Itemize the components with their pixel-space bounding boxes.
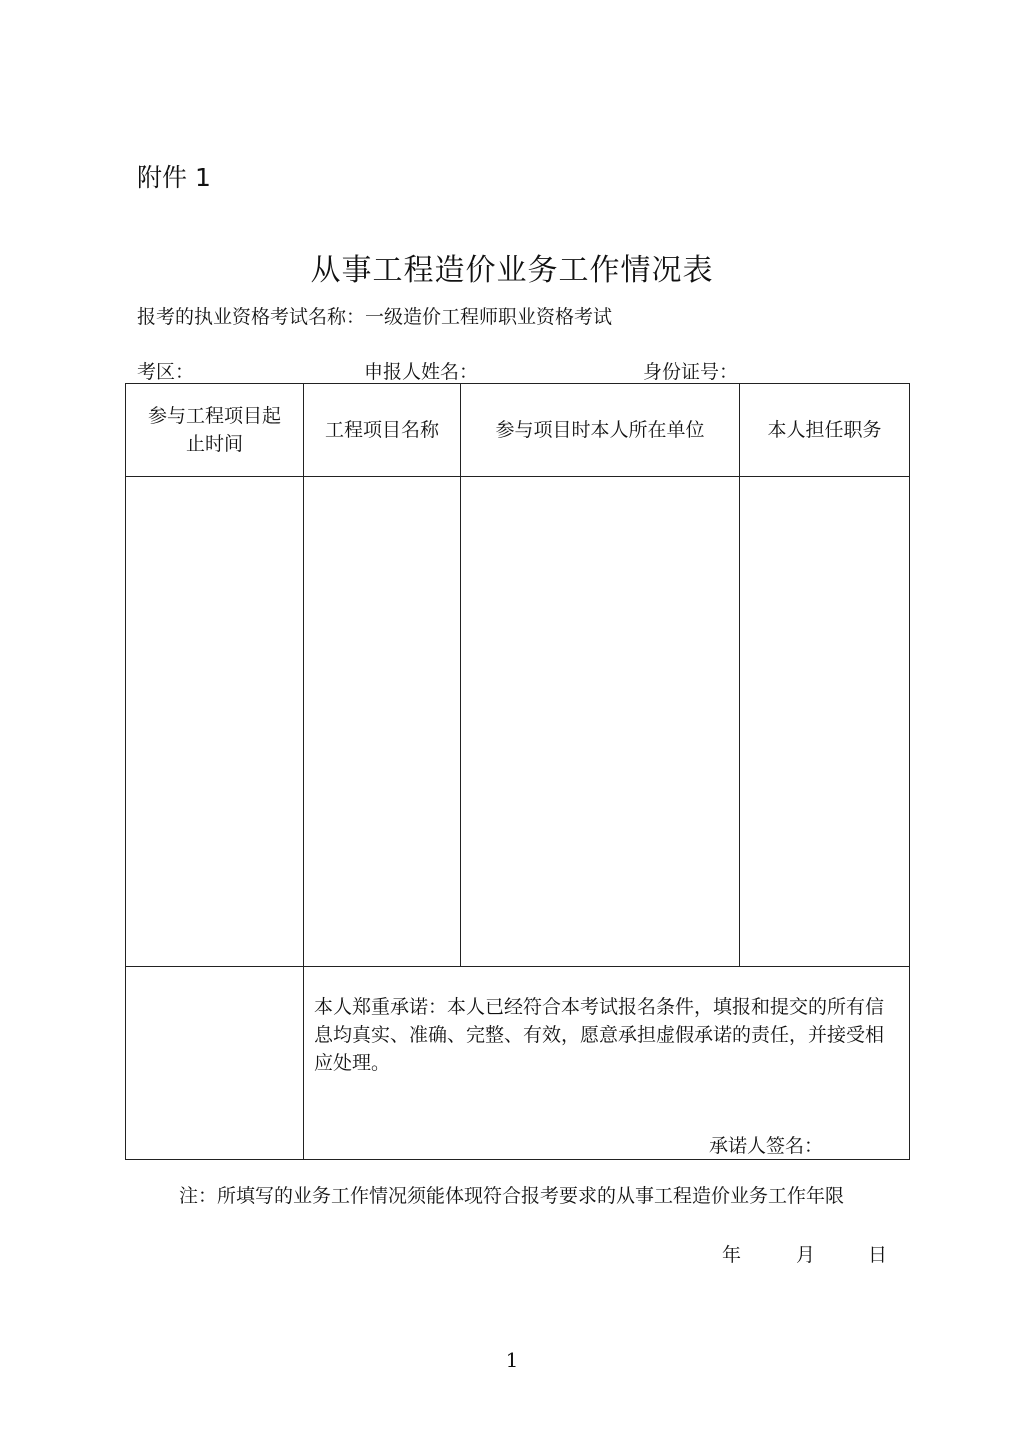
applicant-name-label: 申报人姓名：: [364, 361, 479, 383]
header-project-period-line2: 止时间: [185, 433, 243, 455]
cell-position[interactable]: [740, 477, 910, 967]
work-experience-table: [125, 383, 910, 1160]
form-title: 从事工程造价业务工作情况表: [310, 253, 714, 288]
exam-name-value: 一级造价工程师职业资格考试: [365, 306, 613, 328]
date-year: 年: [722, 1244, 742, 1266]
cell-project-period[interactable]: [126, 477, 304, 967]
pledge-cell: [304, 967, 910, 1160]
header-project-period: [126, 384, 304, 477]
signature-label: 承诺人签名：: [709, 1135, 824, 1157]
cell-employer[interactable]: [461, 477, 740, 967]
header-project-period-line1: 参与工程项目起: [147, 405, 281, 427]
date-day: 日: [868, 1244, 888, 1266]
id-number-label: 身份证号：: [643, 361, 739, 383]
footnote: 注：所填写的业务工作情况须能体现符合报考要求的从事工程造价业务工作年限: [179, 1185, 845, 1207]
header-project-name: 工程项目名称: [304, 384, 461, 477]
pledge-blank-cell: [126, 967, 304, 1160]
region-label: 考区：: [137, 361, 195, 383]
table-row: [126, 477, 910, 967]
table-header-row: [126, 384, 910, 477]
exam-name-line: [137, 302, 612, 329]
header-employer: 参与项目时本人所在单位: [461, 384, 740, 477]
exam-name-label: 报考的执业资格考试名称：: [137, 306, 366, 328]
pledge-row: [126, 967, 910, 1160]
cell-project-name[interactable]: [304, 477, 461, 967]
page-number: 1: [505, 1348, 519, 1372]
header-position: 本人担任职务: [740, 384, 910, 477]
pledge-text: 本人郑重承诺：本人已经符合本考试报名条件，填报和提交的所有信息均真实、准确、完整、有效，愿意承担虚假承诺的责任，并接受相应处理。: [314, 996, 885, 1074]
attachment-label: 附件 1: [137, 163, 211, 192]
date-month: 月: [796, 1244, 816, 1266]
